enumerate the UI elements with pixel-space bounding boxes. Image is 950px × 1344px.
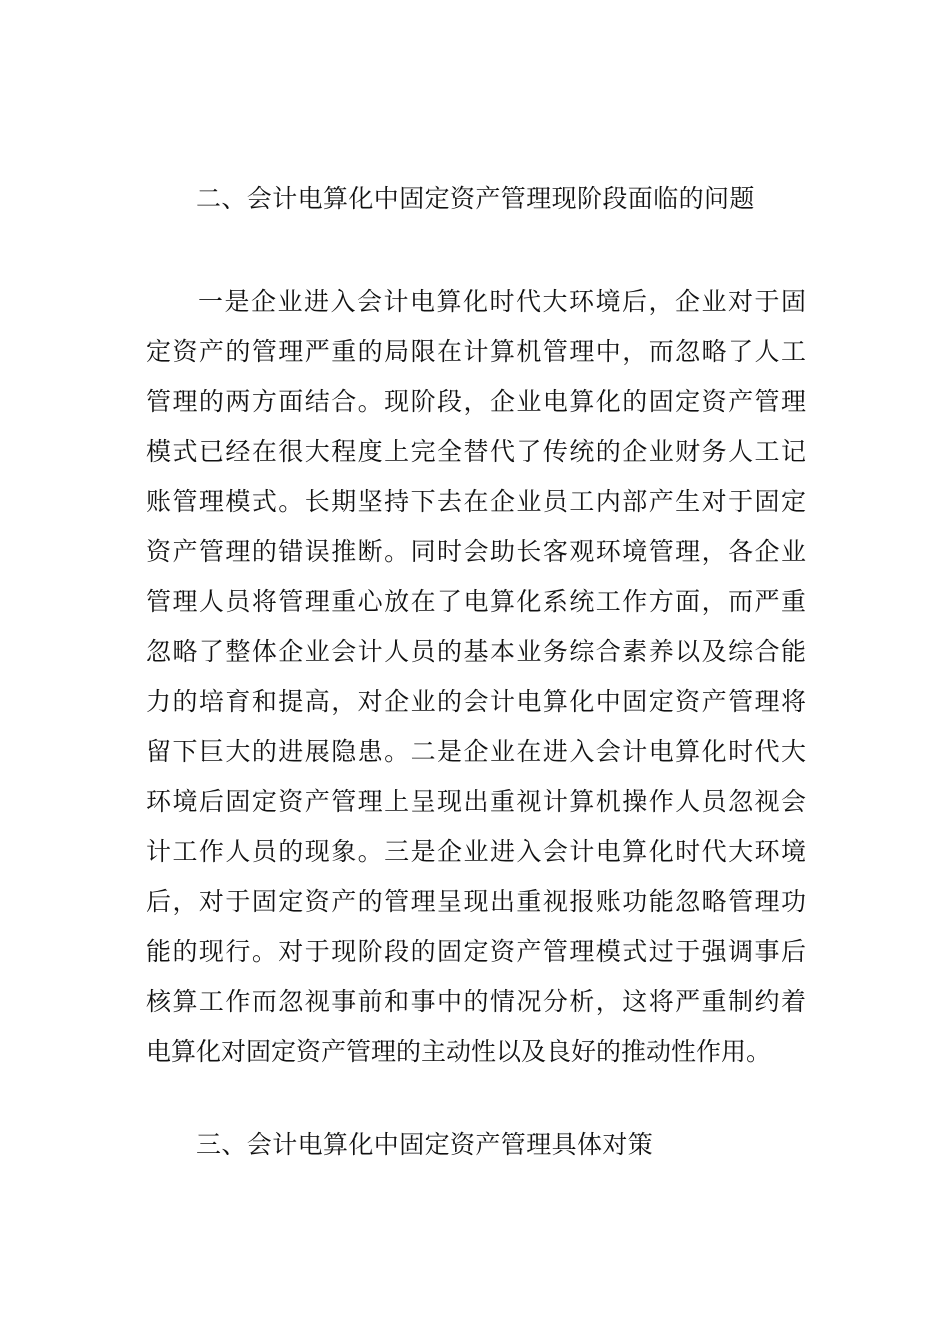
section-heading-2: 二、会计电算化中固定资产管理现阶段面临的问题 [196, 184, 755, 213]
section-heading-3: 三、会计电算化中固定资产管理具体对策 [196, 1130, 654, 1159]
paragraph-line: 一是企业进入会计电算化时代大环境后，企业对于固 [198, 287, 806, 316]
paragraph-line: 资产管理的错误推断。同时会助长客观环境管理，各企业 [146, 537, 806, 566]
paragraph-line: 忽略了整体企业会计人员的基本业务综合素养以及综合能 [146, 637, 806, 666]
body-paragraph [146, 287, 806, 1087]
paragraph-line: 管理人员将管理重心放在了电算化系统工作方面，而严重 [146, 587, 806, 616]
paragraph-line: 管理的两方面结合。现阶段，企业电算化的固定资产管理 [146, 387, 806, 416]
paragraph-line: 后，对于固定资产的管理呈现出重视报账功能忽略管理功 [146, 887, 806, 916]
paragraph-line: 账管理模式。长期坚持下去在企业员工内部产生对于固定 [146, 487, 806, 516]
paragraph-line: 计工作人员的现象。三是企业进入会计电算化时代大环境 [146, 837, 806, 866]
paragraph-line: 能的现行。对于现阶段的固定资产管理模式过于强调事后 [146, 937, 806, 966]
paragraph-line: 力的培育和提高，对企业的会计电算化中固定资产管理将 [146, 687, 806, 716]
paragraph-line: 定资产的管理严重的局限在计算机管理中，而忽略了人工 [146, 337, 806, 366]
paragraph-line: 模式已经在很大程度上完全替代了传统的企业财务人工记 [146, 437, 806, 466]
paragraph-line: 核算工作而忽视事前和事中的情况分析，这将严重制约着 [146, 987, 806, 1016]
paragraph-line: 电算化对固定资产管理的主动性以及良好的推动性作用。 [146, 1037, 772, 1066]
paragraph-line: 留下巨大的进展隐患。二是企业在进入会计电算化时代大 [146, 737, 806, 766]
paragraph-line: 环境后固定资产管理上呈现出重视计算机操作人员忽视会 [146, 787, 806, 816]
